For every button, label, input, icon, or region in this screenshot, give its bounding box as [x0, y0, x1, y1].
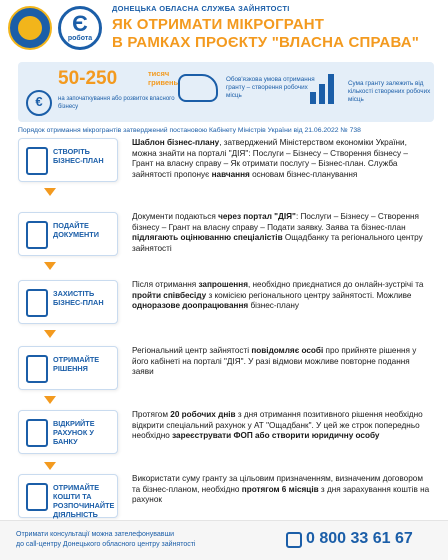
step-title: СТВОРІТЬ БІЗНЕС-ПЛАН [53, 147, 104, 166]
grant-unit-line1: тисяч [148, 69, 170, 78]
step-description: Після отримання запрошення, необхідно приєднатися до онлайн-зустрічі та пройти співбесіду з комісією регіонального центру зайнятості. Можливе одноразове доопрацювання бізнес-плану [132, 280, 424, 310]
envelope-icon [26, 355, 48, 383]
step-arrow-icon [44, 462, 56, 472]
robota-logo-letter: Є [72, 11, 88, 36]
step-card [18, 212, 118, 256]
step-description: Документи подаються через портал "ДІЯ": Послуги – Бізнесу – Створення бізнесу – Грант на власну справу – Подати заявку. Заява та бізнес-план підлягають оцінюванню спеціалістів Ощадбанку та регіонального центру зайнятості [132, 212, 423, 253]
handshake-icon [178, 74, 218, 102]
grant-amount: 50-250 [58, 68, 118, 89]
footer-consultation-line1: Отримати консультації можна зателефонувавши [16, 531, 174, 538]
decree-reference: Порядок отримання мікрогрантів затверджений постановою Кабінету Міністрів України від 21.06.2022 № 738 [18, 127, 361, 134]
grant-info-banner [18, 62, 434, 122]
footer [0, 520, 448, 560]
bar-chart-icon [310, 70, 340, 104]
step-title: ЗАХИСТІТЬ БІЗНЕС-ПЛАН [53, 289, 104, 308]
step-description: Регіональний центр зайнятості повідомляє особі про прийняте рішення у його кабінеті на порталі "ДІЯ". У разі відмови можливе повторне подання заяви [132, 346, 417, 376]
grant-unit-line2: гривень [148, 78, 179, 87]
phone-icon [286, 532, 302, 548]
step-title: ВІДКРИЙТЕ РАХУНОК У БАНКУ [53, 419, 95, 447]
clipboard-icon [26, 221, 48, 249]
footer-consultation-line2: до call-центру Донецького обласного центру зайнятості [16, 541, 196, 548]
robota-logo [58, 6, 102, 50]
step-title: ОТРИМАЙТЕ РІШЕННЯ [53, 355, 100, 374]
step-title: ПОДАЙТЕ ДОКУМЕНТИ [53, 221, 99, 240]
step-description: Використати суму гранту за цільовим призначенням, визначеним договором та бізнес-планом, необхідно протягом 6 місяців з дня зарахування коштів на рахунок [132, 474, 430, 504]
step-card [18, 280, 118, 324]
header [0, 0, 448, 60]
employment-service-logo [8, 6, 52, 50]
grant-sum-text: Сума гранту залежить від кількості створених робочих місць [348, 80, 431, 103]
page-title-line2: В РАМКАХ ПРОЄКТУ "ВЛАСНА СПРАВА" [112, 34, 420, 51]
money-hand-icon [26, 483, 48, 511]
step-card [18, 138, 118, 182]
step-title: ОТРИМАЙТЕ КОШТИ ТА РОЗПОЧИНАЙТЕ ДІЯЛЬНІСТЬ [53, 483, 115, 520]
organization-name: ДОНЕЦЬКА ОБЛАСНА СЛУЖБА ЗАЙНЯТОСТІ [112, 4, 290, 13]
page-title-line1: ЯК ОТРИМАТИ МІКРОГРАНТ [112, 16, 325, 33]
magnifier-document-icon [26, 289, 48, 317]
hotline-phone-number[interactable]: 0 800 33 61 67 [306, 530, 413, 547]
step-card [18, 474, 118, 518]
step-arrow-icon [44, 262, 56, 272]
step-description: Шаблон бізнес-плану, затверджений Міністерством економіки України, можна знайти на порталі "ДІЯ": Послуги – Бізнесу – Створення бізнесу – Грант на власну справу – Як отримати послугу – Бізнес-план. Служба зайнятості пропонує навчання основам бізнес-планування [132, 138, 408, 179]
step-arrow-icon [44, 396, 56, 406]
bank-icon [26, 419, 48, 447]
grant-amount-note: на започаткування або розвиток власного бізнесу [58, 96, 175, 110]
document-icon [26, 147, 48, 175]
step-card [18, 410, 118, 454]
step-card [18, 346, 118, 390]
step-arrow-icon [44, 188, 56, 198]
euro-coin-icon [26, 90, 52, 116]
robota-logo-word: робота [67, 35, 93, 42]
step-description: Протягом 20 робочих днів з дня отримання позитивного рішення необхідно відкрити спеціальний рахунок у АТ "Ощадбанк". У цей же строк попередньо необхідно зареєструвати ФОП або створити юридичну особу [132, 410, 423, 440]
step-arrow-icon [44, 330, 56, 340]
grant-condition-text: Обов'язкова умова отримання гранту – створення робочих місць [226, 76, 315, 99]
